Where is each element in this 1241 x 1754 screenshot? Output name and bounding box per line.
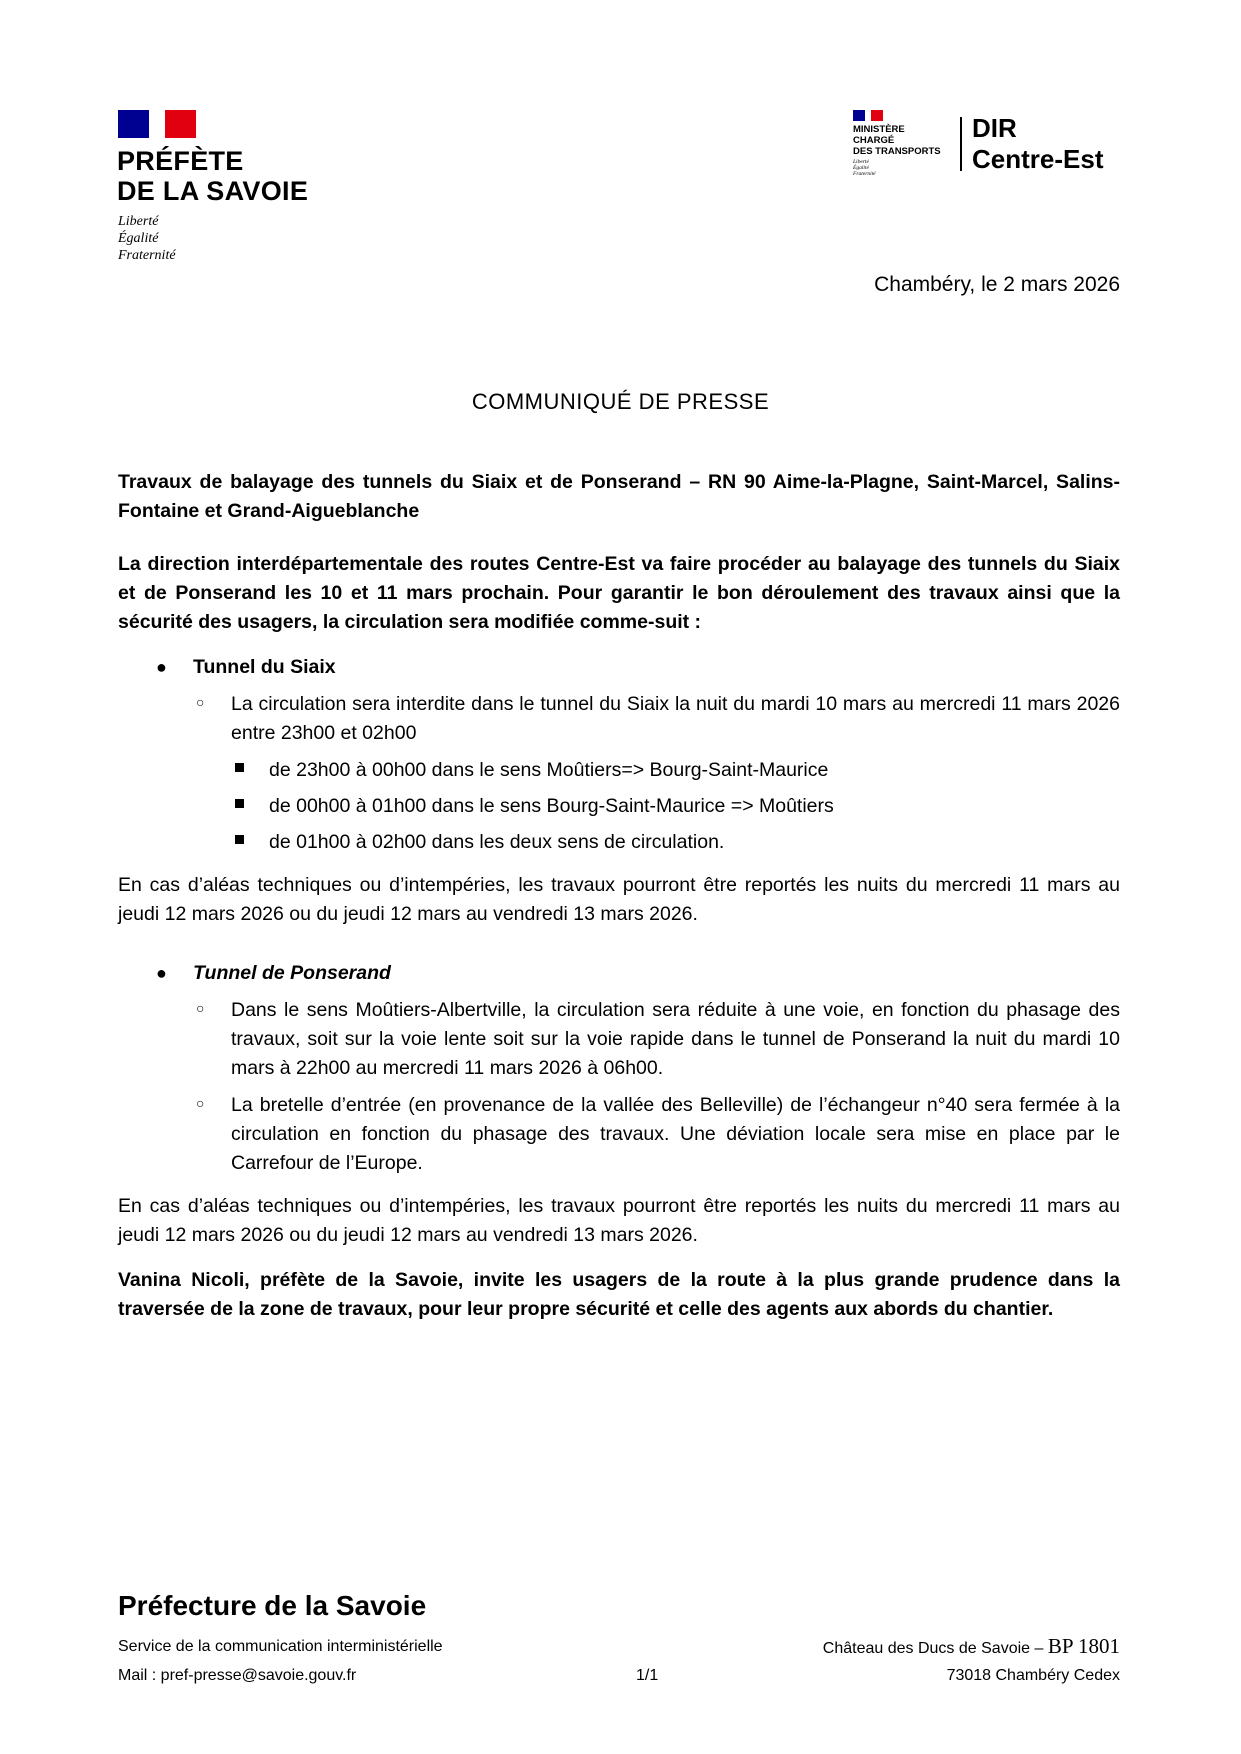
ponserand-ramp-text: La bretelle d’entrée (en provenance de la vallée des Belleville) de l’échangeur n°40 sera fermée à la circulation en fonction du phasage des travaux. Une déviation locale sera mise en place par le Carrefour de l’Europe. — [231, 1094, 1120, 1174]
closing-paragraph: Vanina Nicoli, préfète de la Savoie, invite les usagers de la route à la plus grande prudence dans la traversée de la zone de travaux, pour leur propre sécurité et celle des agents aux abords du chantier. — [118, 1269, 1120, 1320]
list-subitem-ponserand-lane — [118, 996, 1120, 1083]
republic-motto — [118, 213, 176, 264]
dateline: Chambéry, le 2 mars 2026 — [874, 273, 1120, 296]
tunnel-ponserand-heading: Tunnel de Ponserand — [193, 962, 391, 984]
list-subitem-ponserand-ramp — [118, 1091, 1120, 1178]
ministry-motto-liberte: Liberté — [853, 159, 869, 165]
ministry-line1: MINISTÈRE — [853, 124, 905, 135]
bullet-square-icon — [235, 763, 244, 772]
tunnel-siaix-heading: Tunnel du Siaix — [193, 656, 336, 678]
footer-address-line1 — [823, 1634, 1120, 1659]
subject-line: Travaux de balayage des tunnels du Siaix et de Ponserand – RN 90 Aime-la-Plagne, Saint-Marcel, Salins-Fontaine et Grand-Aigueblanche — [118, 471, 1120, 522]
page-number: 1/1 — [636, 1667, 659, 1684]
list-subitem-siaix-closure — [118, 690, 1120, 748]
flag-white-stripe — [149, 110, 165, 138]
ministry-motto — [853, 159, 876, 177]
logo-divider — [960, 117, 962, 171]
prefecture-logo-line1: PRÉFÈTE — [117, 146, 244, 176]
siaix-slot-1: de 23h00 à 00h00 dans le sens Moûtiers=> Bourg-Saint-Maurice — [269, 759, 829, 781]
siaix-closure-text: La circulation sera interdite dans le tunnel du Siaix la nuit du mardi 10 mars au mercredi 11 mars 2026 entre 23h00 et 02h00 — [231, 693, 1120, 744]
bullet-disc-icon: ● — [156, 657, 167, 677]
marianne-flag-logo — [118, 110, 196, 138]
ministry-flag-logo — [853, 110, 883, 121]
bullet-circle-icon: ○ — [196, 1095, 205, 1111]
bullet-circle-icon: ○ — [196, 1000, 205, 1016]
bullet-circle-icon: ○ — [196, 694, 205, 710]
flag-red-stripe — [871, 110, 883, 121]
list-subsubitem — [118, 792, 1120, 821]
ministry-line3: DES TRANSPORTS — [853, 146, 941, 157]
siaix-slot-3: de 01h00 à 02h00 dans les deux sens de circulation. — [269, 831, 725, 853]
footer-address-bp: BP 1801 — [1047, 1634, 1120, 1658]
ministry-line2: CHARGÉ — [853, 135, 895, 146]
flag-blue-stripe — [853, 110, 865, 121]
press-release-body — [118, 468, 1120, 1324]
siaix-postpone-note: En cas d’aléas techniques ou d’intempéries, les travaux pourront être reportés les nuits du mercredi 11 mars au jeudi 12 mars 2026 ou du jeudi 12 mars au vendredi 13 mars 2026. — [118, 874, 1120, 925]
bullet-square-icon — [235, 835, 244, 844]
list-subsubitem — [118, 828, 1120, 857]
ponserand-postpone-note: En cas d’aléas techniques ou d’intempéries, les travaux pourront être reportés les nuits du mercredi 11 mars au jeudi 12 mars 2026 ou du jeudi 12 mars au vendredi 13 mars 2026. — [118, 1195, 1120, 1246]
prefecture-logo-line2: DE LA SAVOIE — [117, 176, 309, 206]
list-subsubitem — [118, 756, 1120, 785]
ministry-name — [853, 124, 941, 157]
flag-red-stripe — [165, 110, 196, 138]
ministry-motto-fraternite: Fraternité — [853, 171, 876, 177]
motto-fraternite: Fraternité — [118, 248, 176, 263]
footer-address-line2: 73018 Chambéry Cedex — [946, 1667, 1120, 1684]
ponserand-lane-text: Dans le sens Moûtiers-Albertville, la circulation sera réduite à une voie, en fonction du phasage des travaux, soit sur la voie lente soit sur la voie rapide dans le tunnel de Ponserand la nuit du mardi 10 mars à 22h00 au mercredi 11 mars 2026 à 06h00. — [231, 999, 1120, 1079]
intro-paragraph: La direction interdépartementale des routes Centre-Est va faire procéder au balayage des tunnels du Siaix et de Ponserand les 10 et 11 mars prochain. Pour garantir le bon déroulement des travaux ainsi que la sécurité des usagers, la circulation sera modifiée comme-suit : — [118, 553, 1120, 633]
ministry-motto-egalite: Égalité — [853, 165, 869, 171]
list-item-tunnel-ponserand — [118, 959, 1120, 988]
motto-liberte: Liberté — [118, 214, 159, 229]
list-item-tunnel-siaix — [118, 653, 1120, 682]
prefecture-logo-title — [117, 146, 308, 206]
footer-mail: Mail : pref-presse@savoie.gouv.fr — [118, 1667, 357, 1684]
dir-line1: DIR — [972, 113, 1017, 143]
motto-egalite: Égalité — [118, 231, 159, 246]
dir-line2: Centre-Est — [972, 144, 1104, 174]
bullet-square-icon — [235, 799, 244, 808]
bullet-disc-icon: ● — [156, 963, 167, 983]
flag-blue-stripe — [118, 110, 149, 138]
siaix-slot-2: de 00h00 à 01h00 dans le sens Bourg-Saint-Maurice => Moûtiers — [269, 795, 834, 817]
dir-centre-est-logo — [972, 113, 1103, 175]
document-type-heading: COMMUNIQUÉ DE PRESSE — [471, 389, 770, 414]
footer-title: Préfecture de la Savoie — [118, 1590, 427, 1621]
footer-address-street: Château des Ducs de Savoie – — [822, 1640, 1048, 1657]
footer-service: Service de la communication interministérielle — [118, 1638, 443, 1655]
